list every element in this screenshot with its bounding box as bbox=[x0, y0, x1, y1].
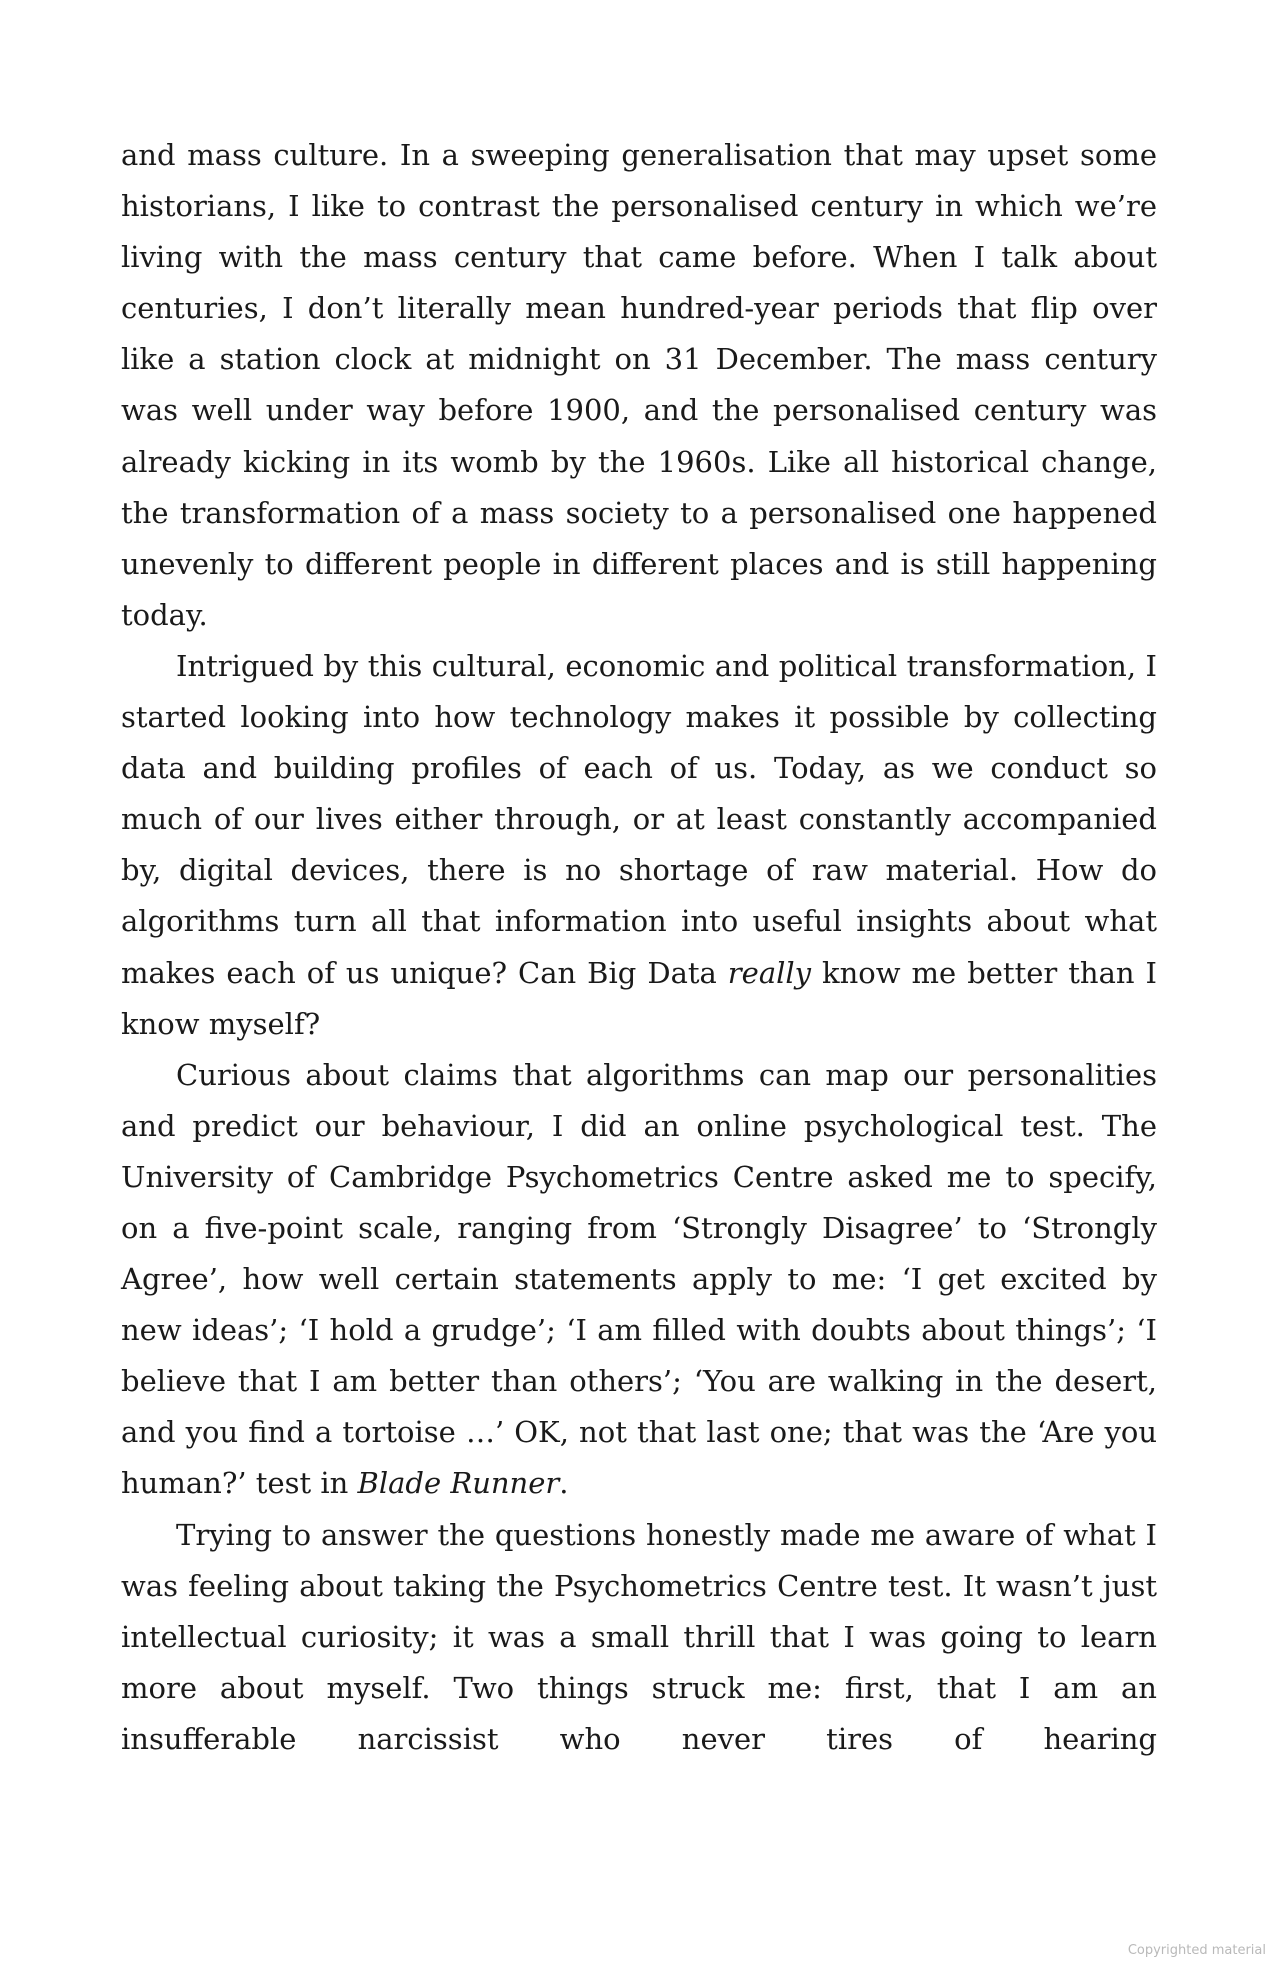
paragraph-2-italic-really: really bbox=[727, 955, 812, 990]
paragraph-2 bbox=[121, 641, 1157, 1050]
paragraph-1-text: and mass culture. In a sweeping generalisation that may upset some historians, I like to contrast the personalised century in which we’re living with the mass century that came before. When I talk about centuries, I don’t literally mean hundred-year periods that flip over like a station clock at midnight on 31 December. The mass century was well under way before 1900, and the personalised century was already kicking in its womb by the 1960s. Like all historical change, the transformation of a mass society to a personalised one happened unevenly to different people in different places and is still happening today. bbox=[121, 138, 1157, 632]
paragraph-1 bbox=[121, 130, 1157, 641]
paragraph-2-text-a: Intrigued by this cultural, economic and political transformation, I started looking into how technology makes it possible by collecting data and building profiles of each of us. Today, as we conduct so much of our lives either through, or at least constantly accompanied by, digital devices, there is no shortage of raw material. How do algorithms turn all that information into useful insights about what makes each of us unique? Can Big Data bbox=[121, 648, 1157, 990]
paragraph-3 bbox=[121, 1050, 1157, 1510]
copyright-watermark: Copyrighted material bbox=[1127, 1943, 1266, 1958]
paragraph-3-italic-blade-runner: Blade Runner bbox=[357, 1466, 560, 1501]
paragraph-4 bbox=[121, 1510, 1157, 1765]
book-page-body bbox=[121, 130, 1157, 1765]
paragraph-2-text-b: know me better than I know myself? bbox=[121, 955, 1157, 1041]
paragraph-3-text-b: . bbox=[559, 1466, 569, 1501]
paragraph-4-text: Trying to answer the questions honestly made me aware of what I was feeling about taking the Psychometrics Centre test. It wasn’t just intellectual curiosity; it was a small thrill that I was going to learn more about myself. Two things struck me: first, that I am an insufferable narcissist who never tires of hearing bbox=[121, 1517, 1157, 1756]
paragraph-3-text-a: Curious about claims that algorithms can map our personalities and predict our behaviour, I did an online psychological test. The University of Cambridge Psychometrics Centre asked me to specify, on a five-point scale, ranging from ‘Strongly Disagree’ to ‘Strongly Agree’, how well certain statements apply to me: ‘I get excited by new ideas’; ‘I hold a grudge’; ‘I am filled with doubts about things’; ‘I believe that I am better than others’; ‘You are walking in the desert, and you find a tortoise …’ OK, not that last one; that was the ‘Are you human?’ test in bbox=[121, 1057, 1157, 1501]
